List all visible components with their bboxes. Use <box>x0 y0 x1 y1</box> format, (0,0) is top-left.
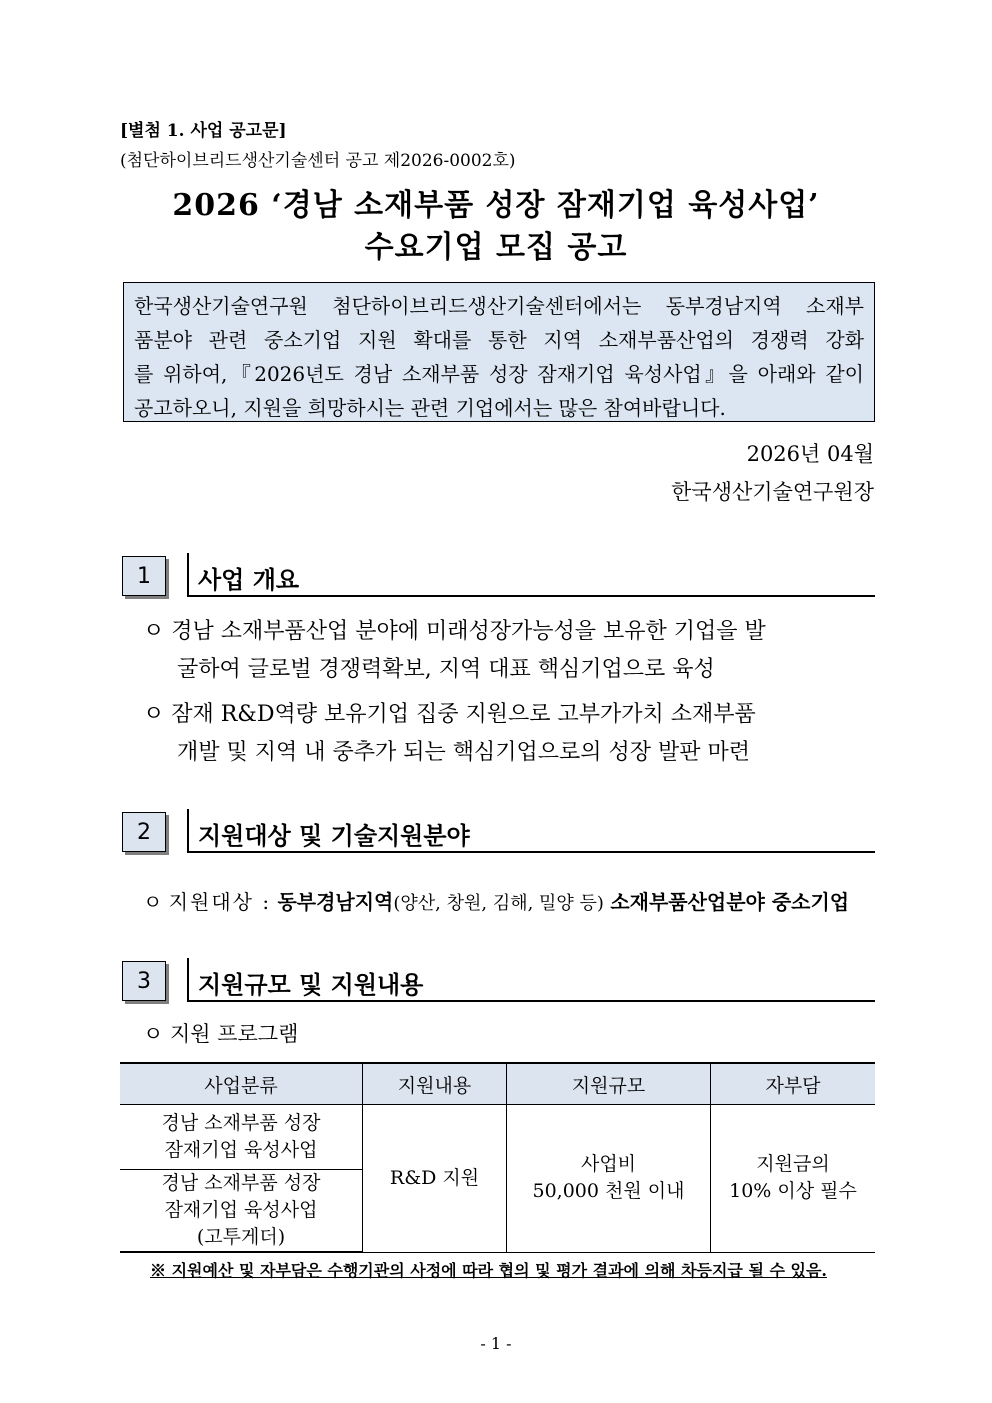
program-table <box>120 1062 875 1253</box>
intro-line: 품분야 관련 중소기업 지원 확대를 통한 지역 소재부품산업의 경쟁력 강화 <box>134 328 864 352</box>
table-cell-category: 경남 소재부품 성장 잠재기업 육성사업 <box>120 1105 363 1170</box>
program-subheading: ㅇ 지원 프로그램 <box>143 1022 299 1046</box>
table-header-row <box>120 1063 875 1105</box>
section-number-1: 1 <box>122 556 166 596</box>
attachment-label: [별첨 1. 사업 공고문] <box>120 121 287 141</box>
target-label: 지원대상 : <box>168 890 272 914</box>
target-cities: (양산, 창원, 김해, 밀양 등) <box>393 893 604 914</box>
section-title-2: 지원대상 및 기술지원분야 <box>198 822 470 850</box>
notice-date: 2026년 04월 <box>746 442 874 466</box>
page-subtitle: 수요기업 모집 공고 <box>364 230 628 265</box>
bullet-mark: ㅇ <box>143 890 163 914</box>
overview-bullet-1-cont: 굴하여 글로벌 경쟁력확보, 지역 대표 핵심기업으로 육성 <box>177 657 715 682</box>
support-target <box>143 886 849 915</box>
intro-line: 를 위하여,『2026년도 경남 소재부품 성장 잠재기업 육성사업』을 아래와 같이 <box>134 362 864 386</box>
section-divider <box>187 958 189 1002</box>
table-cell-category: 경남 소재부품 성장 잠재기업 육성사업 (고투게더) <box>120 1170 363 1253</box>
table-cell-scale: 사업비 50,000 천원 이내 <box>507 1105 711 1253</box>
table-cell-content: R&D 지원 <box>363 1105 507 1253</box>
target-field: 소재부품산업분야 중소기업 <box>610 890 850 914</box>
overview-bullet-2: ㅇ 잠재 R&D역량 보유기업 집중 지원으로 고부가가치 소재부품 <box>143 702 756 727</box>
section-number-3: 3 <box>122 961 166 1001</box>
table-header: 자부담 <box>711 1063 876 1105</box>
section-underline <box>187 595 875 597</box>
section-number-2: 2 <box>122 812 166 852</box>
table-header: 지원규모 <box>507 1063 711 1105</box>
notice-number: (첨단하이브리드생산기술센터 공고 제2026-0002호) <box>120 151 516 171</box>
section-divider <box>187 809 189 853</box>
section-divider <box>187 553 189 597</box>
table-cell-self-burden: 지원금의 10% 이상 필수 <box>711 1105 876 1253</box>
section-title-1: 사업 개요 <box>198 566 300 594</box>
section-title-3: 지원규모 및 지원내용 <box>198 971 424 999</box>
footnote: ※ 지원예산 및 자부담은 수행기관의 사정에 따라 협의 및 평가 결과에 의해 차등지급 될 수 있음. <box>150 1261 827 1280</box>
table-header: 사업분류 <box>120 1063 363 1105</box>
page-number: - 1 - <box>480 1334 512 1353</box>
target-region: 동부경남지역 <box>277 890 394 914</box>
intro-box <box>123 282 875 422</box>
table-header: 지원내용 <box>363 1063 507 1105</box>
intro-line: 한국생산기술연구원 첨단하이브리드생산기술센터에서는 동부경남지역 소재부 <box>134 294 864 318</box>
section-underline <box>187 851 875 853</box>
intro-line: 공고하오니, 지원을 희망하시는 관련 기업에서는 많은 참여바랍니다. <box>134 396 726 420</box>
page-title: 2026 ‘경남 소재부품 성장 잠재기업 육성사업’ <box>172 188 820 223</box>
section-underline <box>187 1000 875 1002</box>
overview-bullet-2-cont: 개발 및 지역 내 중추가 되는 핵심기업으로의 성장 발판 마련 <box>177 740 750 765</box>
table-row <box>120 1105 875 1170</box>
overview-bullet-1: ㅇ 경남 소재부품산업 분야에 미래성장가능성을 보유한 기업을 발 <box>143 619 766 644</box>
issuer-name: 한국생산기술연구원장 <box>671 480 874 504</box>
